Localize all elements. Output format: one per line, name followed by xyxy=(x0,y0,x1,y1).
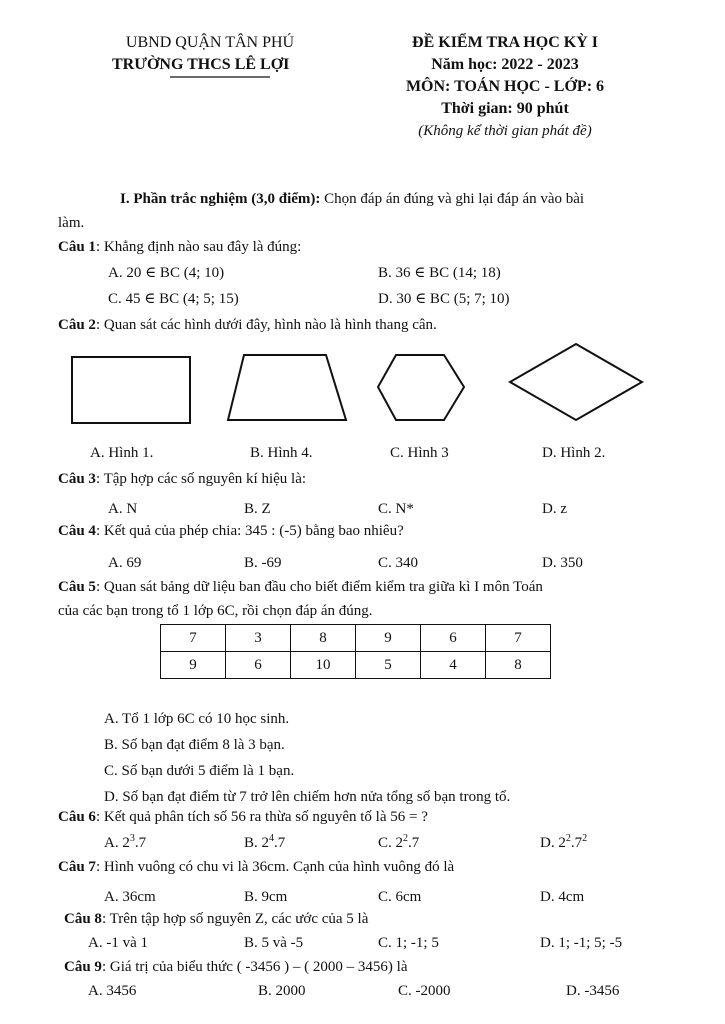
q1-option-b: B. 36 ∈ BC (14; 18) xyxy=(378,265,501,281)
question-8: Câu 8: Trên tập hợp số nguyên Z, các ước của 5 là xyxy=(64,911,369,927)
table-cell: 3 xyxy=(226,625,291,652)
q7-option-a: A. 36cm xyxy=(104,889,156,905)
q4-option-a: A. 69 xyxy=(108,555,142,571)
table-row xyxy=(161,625,551,652)
q1-option-c: C. 45 ∈ BC (4; 5; 15) xyxy=(108,291,239,307)
table-cell: 8 xyxy=(486,652,551,679)
section-1-heading: I. Phần trắc nghiệm (3,0 điểm): Chọn đáp án đúng và ghi lại đáp án vào bài xyxy=(120,191,585,207)
school-name: TRƯỜNG THCS LÊ LỢI xyxy=(112,56,290,73)
question-2: Câu 2: Quan sát các hình dưới đây, hình nào là hình thang cân. xyxy=(58,317,437,333)
school-year: Năm học: 2022 - 2023 xyxy=(431,56,579,73)
exam-title: ĐỀ KIỂM TRA HỌC KỲ I xyxy=(412,34,598,51)
q7-option-b: B. 9cm xyxy=(244,889,288,905)
table-cell: 6 xyxy=(421,625,486,652)
rectangle-shape xyxy=(72,357,190,423)
table-cell: 7 xyxy=(161,625,226,652)
question-5-cont: của các bạn trong tổ 1 lớp 6C, rồi chọn đáp án đúng. xyxy=(58,603,373,619)
hexagon-shape xyxy=(378,355,464,420)
q3-option-a: A. N xyxy=(108,501,138,517)
score-table-wrap xyxy=(160,624,551,679)
q8-option-a: A. -1 và 1 xyxy=(88,935,148,951)
question-9: Câu 9: Giá trị của biểu thức ( -3456 ) – ( 2000 – 3456) là xyxy=(64,959,408,975)
q2-option-b: B. Hình 4. xyxy=(250,445,313,461)
q4-option-c: C. 340 xyxy=(378,555,419,571)
q6-option-d: D. $2^2.7^2$ xyxy=(540,833,588,851)
q9-option-a: A. 3456 xyxy=(88,983,137,999)
q7-option-c: C. 6cm xyxy=(378,889,422,905)
q6-option-c: C. $2^2.7$ xyxy=(378,833,420,851)
question-4: Câu 4: Kết quả của phép chia: 345 : (-5) bằng bao nhiêu? xyxy=(58,523,404,539)
section-1-instruction-cont: làm. xyxy=(58,215,85,231)
question-6: Câu 6: Kết quả phân tích số 56 ra thừa số nguyên tố là 56 = ? xyxy=(58,809,428,825)
table-row xyxy=(161,652,551,679)
q6-option-b: B. $2^4.7$ xyxy=(244,833,286,851)
q4-option-b: B. -69 xyxy=(244,555,282,571)
table-cell: 9 xyxy=(356,625,421,652)
q2-option-a: A. Hình 1. xyxy=(90,445,154,461)
q1-option-a: A. 20 ∈ BC (4; 10) xyxy=(108,265,225,281)
table-cell: 6 xyxy=(226,652,291,679)
time-limit: Thời gian: 90 phút xyxy=(441,100,569,117)
table-cell: 9 xyxy=(161,652,226,679)
q5-option-c: C. Số bạn dưới 5 điểm là 1 bạn. xyxy=(104,763,295,779)
subject-grade: MÔN: TOÁN HỌC - LỚP: 6 xyxy=(405,78,605,95)
school-underline xyxy=(170,75,290,79)
question-7: Câu 7: Hình vuông có chu vi là 36cm. Cạnh của hình vuông đó là xyxy=(58,859,455,875)
q3-option-c: C. N* xyxy=(378,501,414,517)
table-cell: 4 xyxy=(421,652,486,679)
question-5: Câu 5: Quan sát bảng dữ liệu ban đầu cho biết điểm kiểm tra giữa kì I môn Toán xyxy=(58,579,543,595)
q9-option-b: B. 2000 xyxy=(258,983,306,999)
score-table xyxy=(160,624,551,679)
q1-option-d: D. 30 ∈ BC (5; 7; 10) xyxy=(378,291,510,307)
district-name: UBND QUẬN TÂN PHÚ xyxy=(125,34,295,51)
q3-option-d: D. z xyxy=(542,501,567,517)
question-3: Câu 3: Tập hợp các số nguyên kí hiệu là: xyxy=(58,471,307,487)
q6-option-a: A. $2^3.7$ xyxy=(104,833,147,851)
q4-option-d: D. 350 xyxy=(542,555,583,571)
q2-option-d: D. Hình 2. xyxy=(542,445,606,461)
q2-option-c: C. Hình 3 xyxy=(390,445,449,461)
q8-option-d: D. 1; -1; 5; -5 xyxy=(540,935,623,951)
table-cell: 5 xyxy=(356,652,421,679)
question-1: Câu 1: Khẳng định nào sau đây là đúng: xyxy=(58,239,302,255)
rhombus-shape xyxy=(510,344,642,420)
q9-option-d: D. -3456 xyxy=(566,983,620,999)
shapes-figure xyxy=(0,340,725,440)
time-note: (Không kể thời gian phát đề) xyxy=(418,123,592,139)
trapezoid-shape xyxy=(228,355,346,420)
table-cell: 7 xyxy=(486,625,551,652)
q8-option-b: B. 5 và -5 xyxy=(244,935,304,951)
table-cell: 8 xyxy=(291,625,356,652)
table-cell: 10 xyxy=(291,652,356,679)
q8-option-c: C. 1; -1; 5 xyxy=(378,935,439,951)
q5-option-b: B. Số bạn đạt điểm 8 là 3 bạn. xyxy=(104,737,285,753)
q9-option-c: C. -2000 xyxy=(398,983,451,999)
q5-option-d: D. Số bạn đạt điểm từ 7 trở lên chiếm hơn nửa tổng số bạn trong tổ. xyxy=(104,789,511,805)
q7-option-d: D. 4cm xyxy=(540,889,585,905)
q5-option-a: A. Tổ 1 lớp 6C có 10 học sinh. xyxy=(104,711,290,727)
q3-option-b: B. Z xyxy=(244,501,271,517)
